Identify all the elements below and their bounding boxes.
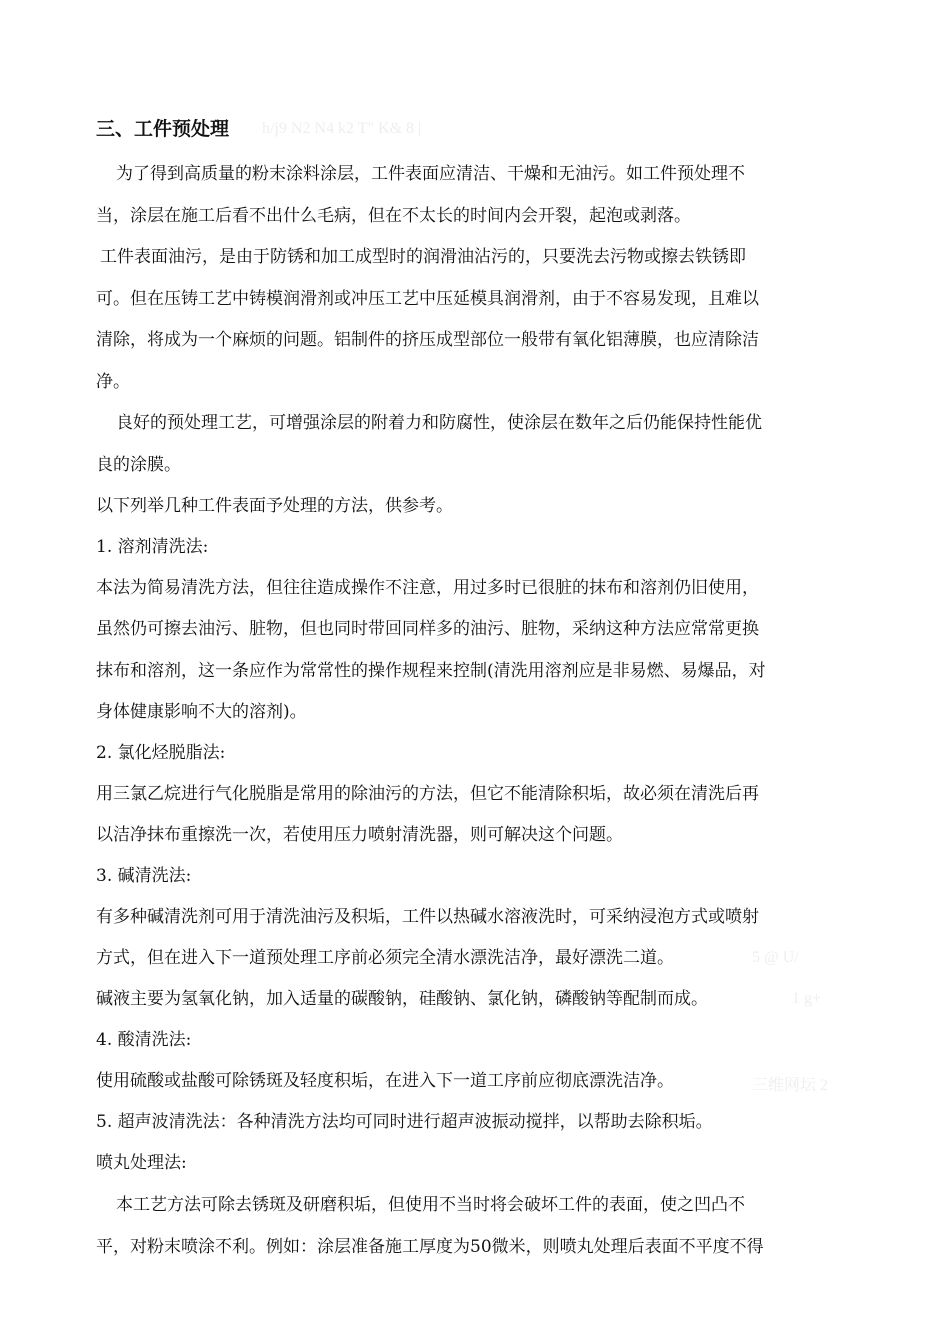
paragraph-line: 用三氯乙烷进行气化脱脂是常用的除油污的方法，但它不能清除积垢，故必须在清洗后再 [96,784,759,804]
list-heading: 2. 氯化烃脱脂法: [96,743,226,763]
paragraph-line: 净。 [96,372,130,392]
paragraph-line: 碱液主要为氢氧化钠，加入适量的碳酸钠，硅酸钠、氯化钠，磷酸钠等配制而成。 [96,989,708,1009]
paragraph-line: 为了得到高质量的粉末涂料涂层，工件表面应清洁、干燥和无油污。如工件预处理不 [116,164,745,184]
paragraph-line: 当，涂层在施工后看不出什么毛病，但在不太长的时间内会开裂，起泡或剥落。 [96,206,691,226]
paragraph-line: 使用硫酸或盐酸可除锈斑及轻度积垢，在进入下一道工序前应彻底漂洗洁净。 [96,1071,674,1091]
faint-watermark-text: 5 @ U/ [752,949,799,966]
paragraph-line: 有多种碱清洗剂可用于清洗油污及积垢，工件以热碱水溶液洗时，可采纳浸泡方式或喷射 [96,907,759,927]
faint-watermark-text: 1 g+ [792,990,822,1007]
paragraph-line: 良的涂膜。 [96,455,181,475]
list-heading: 喷丸处理法: [96,1153,187,1173]
paragraph-line: 身体健康影响不大的溶剂)。 [96,702,307,722]
faint-watermark-text: h/j9 N2 N4 k2 T" K& 8 | [262,120,422,137]
paragraph-line: 平，对粉末喷涂不利。例如：涂层准备施工厚度为50微米，则喷丸处理后表面不平度不得 [96,1237,764,1257]
paragraph-line: 5. 超声波清洗法：各种清洗方法均可同时进行超声波振动搅拌，以帮助去除积垢。 [96,1112,713,1132]
list-heading: 4. 酸清洗法: [96,1030,192,1050]
faint-watermark-text: 三维网坛 2 [752,1077,829,1094]
list-heading: 1. 溶剂清洗法: [96,537,209,557]
paragraph-line: 良好的预处理工艺，可增强涂层的附着力和防腐性，使涂层在数年之后仍能保持性能优 [116,413,762,433]
list-heading: 3. 碱清洗法: [96,866,192,886]
section-heading: 三、工件预处理 [96,118,230,140]
paragraph-line: 抹布和溶剂，这一条应作为常常性的操作规程来控制(清洗用溶剂应是非易燃、易爆品，对 [96,661,766,681]
paragraph-line: 以下列举几种工件表面予处理的方法，供参考。 [96,496,453,516]
paragraph-line: 本工艺方法可除去锈斑及研磨积垢，但使用不当时将会破坏工件的表面，使之凹凸不 [116,1195,745,1215]
paragraph-line: 清除，将成为一个麻烦的问题。铝制件的挤压成型部位一般带有氧化铝薄膜，也应清除洁 [96,330,759,350]
paragraph-line: 可。但在压铸工艺中铸模润滑剂或冲压工艺中压延模具润滑剂，由于不容易发现，且难以 [96,289,759,309]
paragraph-line: 以洁净抹布重擦洗一次，若使用压力喷射清洗器，则可解决这个问题。 [96,825,623,845]
paragraph-line: 方式，但在进入下一道预处理工序前必须完全清水漂洗洁净，最好漂洗二道。 [96,948,674,968]
paragraph-line: 本法为简易清洗方法，但往往造成操作不注意，用过多时已很脏的抹布和溶剂仍旧使用， [96,578,759,598]
paragraph-line: 虽然仍可擦去油污、脏物，但也同时带回同样多的油污、脏物，采纳这种方法应常常更换 [96,619,759,639]
paragraph-line: 工件表面油污，是由于防锈和加工成型时的润滑油沾污的，只要洗去污物或擦去铁锈即 [100,247,746,267]
